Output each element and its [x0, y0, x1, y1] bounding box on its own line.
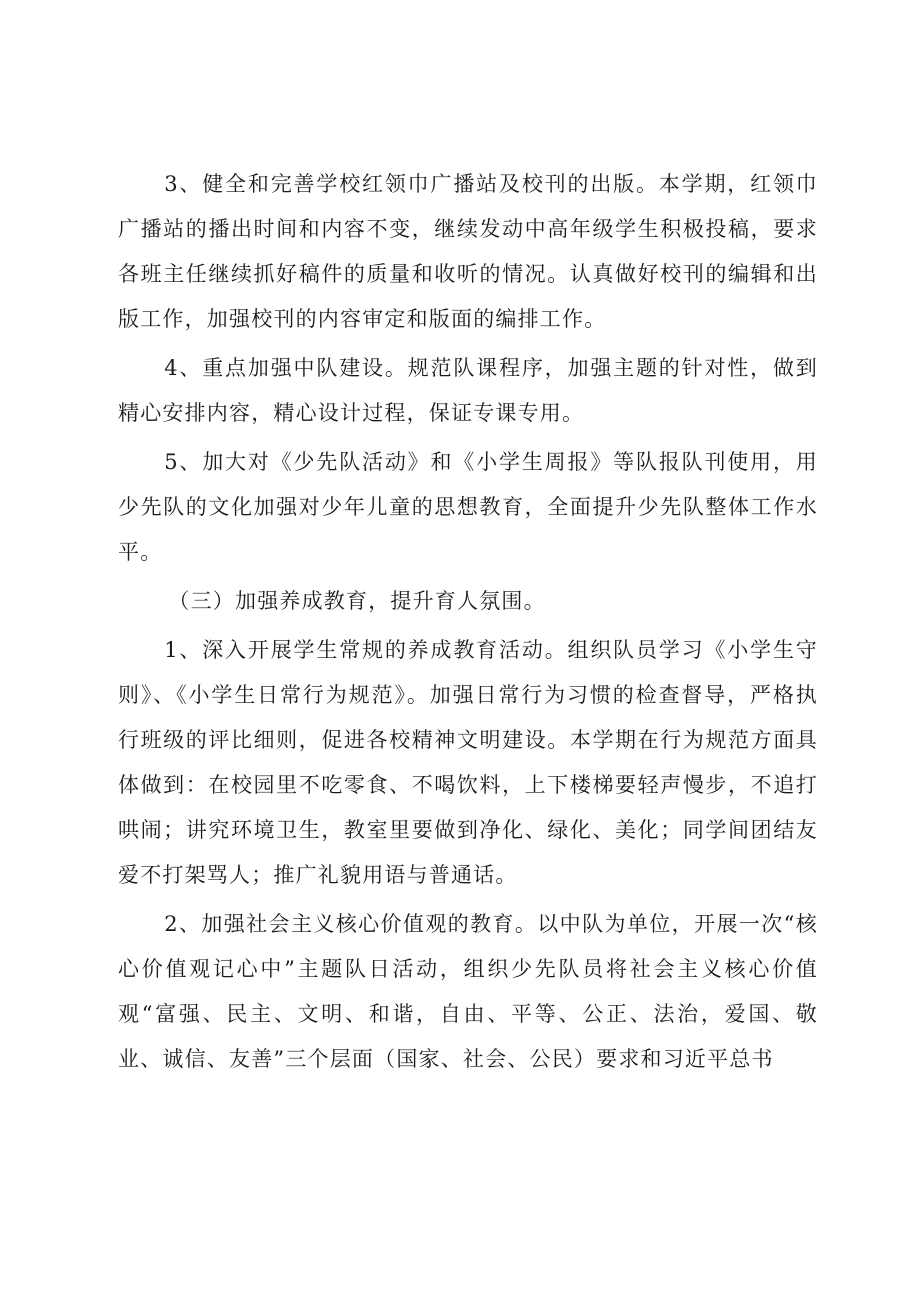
paragraph-item-3: 3、健全和完善学校红领巾广播站及校刊的出版。本学期，红领巾广播站的播出时间和内容不变，继续发动中高年级学生积极投稿，要求各班主任继续抓好稿件的质量和收听的情况。认真做好校刊的编辑和出版工作，加强校刊的内容审定和版面的编排工作。 [118, 172, 818, 331]
paragraph-habit-2: 2、加强社会主义核心价值观的教育。以中队为单位，开展一次“核心价值观记心中”主题队日活动，组织少先队员将社会主义核心价值观“富强、民主、文明、和谐，自由、平等、公正、法治，爱国、敬业、诚信、友善”三个层面（国家、社会、公民）要求和习近平总书 [118, 912, 818, 1071]
paragraph-item-4: 4、重点加强中队建设。规范队课程序，加强主题的针对性，做到精心安排内容，精心设计过程，保证专课专用。 [118, 356, 818, 425]
document-body [118, 162, 818, 1086]
paragraph-habit-1: 1、深入开展学生常规的养成教育活动。组织队员学习《小学生守则》、《小学生日常行为规范》。加强日常行为习惯的检查督导，严格执行班级的评比细则，促进各校精神文明建设。本学期在行为规范方面具体做到：在校园里不吃零食、不喝饮料，上下楼梯要轻声慢步，不追打哄闹；讲究环境卫生，教室里要做到净化、绿化、美化；同学间团结友爱不打架骂人；推广礼貌用语与普通话。 [118, 638, 818, 887]
paragraph-item-5: 5、加大对《少先队活动》和《小学生周报》等队报队刊使用，用少先队的文化加强对少年儿童的思想教育，全面提升少先队整体工作水平。 [118, 450, 818, 564]
section-heading-3: （三）加强养成教育，提升育人氛围。 [168, 589, 546, 613]
